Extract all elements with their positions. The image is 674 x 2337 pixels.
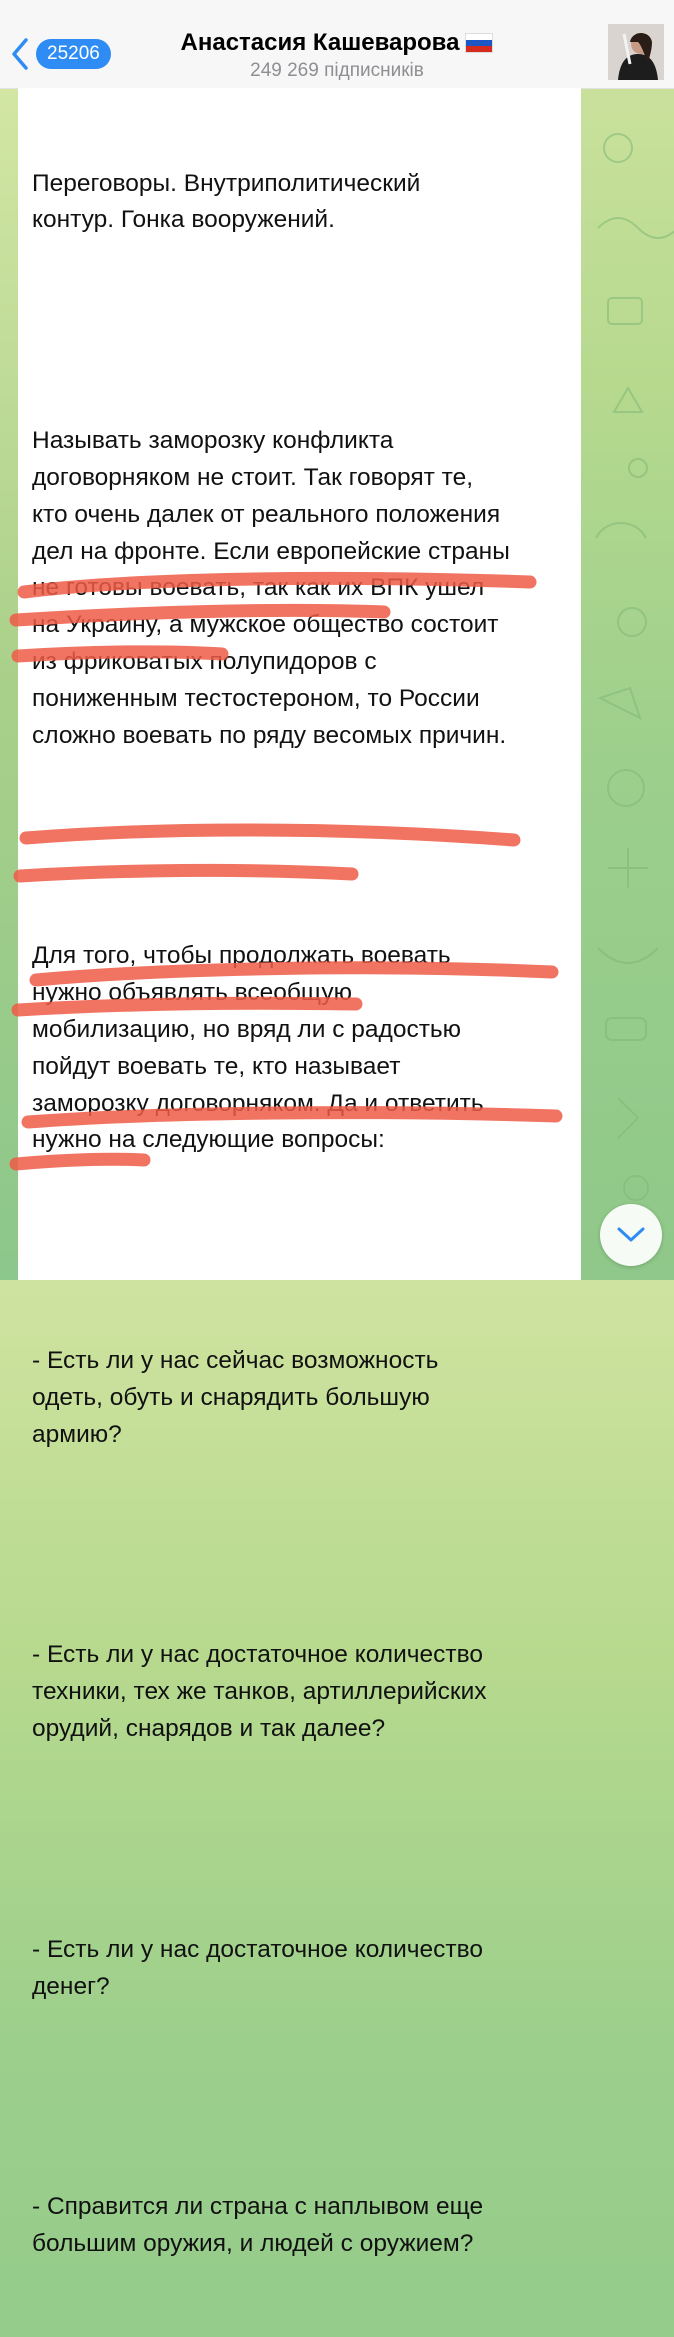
scroll-down-button[interactable] [600, 1204, 662, 1266]
text-line: нужно на следующие вопросы: [32, 1126, 385, 1154]
text-line: одеть, обуть и снарядить большую [32, 1383, 430, 1411]
back-button[interactable] [8, 34, 126, 74]
message-text [32, 92, 572, 2337]
chat-header [0, 0, 674, 89]
text-line: большим оружия, и людей с оружием? [32, 2230, 474, 2258]
text-line: на Украину, а мужское общество состоит [32, 611, 499, 639]
avatar[interactable] [608, 24, 664, 80]
text-line: Для того, чтобы продолжать воевать [32, 942, 451, 970]
text-line: орудий, снарядов и так далее? [32, 1715, 386, 1743]
chevron-left-icon [8, 36, 32, 72]
text-line: дел на фронте. Если европейские страны [32, 537, 510, 565]
text-line: пойдут воевать те, кто называет [32, 1052, 401, 1080]
text-line: не готовы воевать, так как их ВПК ушел [32, 574, 485, 602]
question-1 [32, 1343, 572, 1453]
paragraph-1 [32, 166, 572, 240]
text-line: армию? [32, 1420, 122, 1448]
message-bubble [18, 88, 581, 2258]
text-line: мобилизацию, но вряд ли с радостью [32, 1015, 462, 1043]
text-line: Переговоры. Внутриполитический [32, 169, 421, 197]
channel-name: Анастасия Кашеварова [180, 29, 460, 56]
question-3 [32, 1932, 572, 2006]
text-line: нужно объявлять всеобщую [32, 979, 352, 1007]
text-line: из фриковатых полупидоров с [32, 647, 377, 675]
channel-title [130, 28, 544, 58]
subscriber-count: 249 269 підписників [250, 60, 424, 81]
chat-background-pattern [578, 88, 674, 1280]
channel-info[interactable] [130, 28, 544, 84]
text-line: - Есть ли у нас сейчас возможность [32, 1347, 439, 1375]
text-line: пониженным тестостероном, то России [32, 684, 480, 712]
text-line: контур. Гонка вооружений. [32, 206, 335, 234]
text-line: сложно воевать по ряду весомых причин. [32, 721, 507, 749]
question-4 [32, 2189, 572, 2263]
chat-background-left [0, 88, 18, 1280]
text-line: кто очень далек от реального положения [32, 500, 501, 528]
paragraph-2 [32, 423, 572, 754]
paragraph-3 [32, 938, 572, 1159]
unread-count-badge: 25206 [36, 39, 111, 69]
russia-flag-icon [465, 33, 493, 53]
text-line: техники, тех же танков, артиллерийских [32, 1678, 487, 1706]
question-2 [32, 1637, 572, 1747]
text-line: - Справится ли страна с наплывом еще [32, 2193, 484, 2221]
text-line: - Есть ли у нас достаточное количество [32, 1641, 484, 1669]
text-line: договорняком не стоит. Так говорят те, [32, 463, 474, 491]
text-line: денег? [32, 1972, 110, 2000]
text-line: Называть заморозку конфликта [32, 427, 394, 455]
text-line: - Есть ли у нас достаточное количество [32, 1935, 484, 1963]
text-line: заморозку договорняком. Да и ответить [32, 1089, 484, 1117]
chevron-down-icon [616, 1226, 646, 1244]
